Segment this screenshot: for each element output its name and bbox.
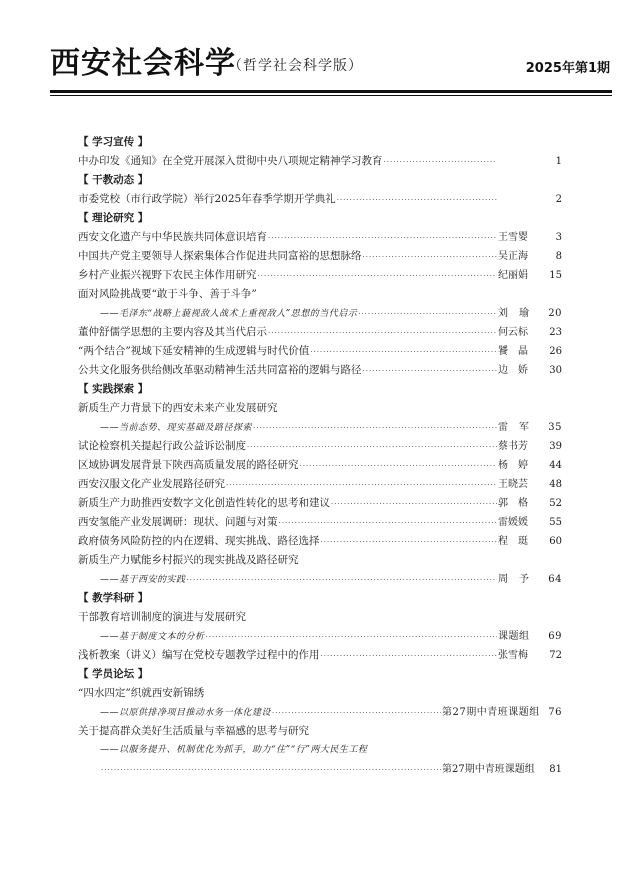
- page-number: 20: [548, 308, 562, 319]
- journal-title: 西安社会科学: [50, 46, 236, 81]
- section-heading: 【 干教动态 】: [78, 174, 149, 186]
- dot-leader: [226, 476, 497, 494]
- article-subtitle: ——基于制度文本的分析: [100, 632, 205, 642]
- toc-title-line: [78, 551, 562, 570]
- page-number: 3: [555, 232, 562, 243]
- article-author: 第27期中青班课题组: [442, 764, 535, 775]
- toc-title-line: [78, 684, 562, 703]
- dot-leader: [384, 153, 498, 171]
- toc-entry: [78, 532, 562, 551]
- dot-leader: [358, 305, 497, 323]
- dot-leader: [310, 343, 497, 361]
- toc-entry: [78, 418, 562, 437]
- page-number: 72: [549, 650, 562, 661]
- dot-leader: [279, 514, 498, 532]
- dot-leader: [272, 704, 441, 722]
- article-title: 面对风险挑战要“敢于斗争、善于斗争”: [78, 288, 257, 300]
- page-number: 55: [549, 517, 562, 528]
- toc-title-line: [78, 399, 562, 418]
- toc-entry: [78, 304, 562, 323]
- article-title: 市委党校（市行政学院）举行2025年春季学期开学典礼: [78, 193, 336, 205]
- article-title: 中办印发《通知》在全党开展深入贯彻中央八项规定精神学习教育: [78, 155, 383, 167]
- toc-entry: [78, 627, 562, 646]
- article-author: 杨 婷: [498, 460, 528, 471]
- page-number: 8: [555, 251, 562, 262]
- article-author: 第27期中青班课题组: [442, 707, 540, 718]
- article-subtitle: ——基于西安的实践: [100, 575, 186, 585]
- dot-leader: [247, 438, 497, 456]
- page-number: 26: [549, 346, 562, 357]
- dot-leader: [321, 533, 498, 551]
- dot-leader: [206, 628, 497, 646]
- article-title: “两个结合”视域下延安精神的生成逻辑与时代价值: [78, 345, 310, 357]
- article-title: 新质生产力助推西安数字文化创造性转化的思考和建议: [78, 497, 330, 509]
- issue-number: 2025年第1期: [525, 61, 610, 76]
- article-subtitle: ——以服务提升、机制优化为抓手，助力“住”“行”两大民生工程: [100, 745, 368, 755]
- toc-subtitle-line: [78, 741, 562, 760]
- toc-entry: [78, 437, 562, 456]
- dot-leader: [321, 647, 498, 665]
- article-title: 试论检察机关提起行政公益诉讼制度: [78, 440, 246, 452]
- article-author: 饕 晶: [498, 346, 528, 357]
- toc-entry: [78, 323, 562, 342]
- article-author: 雷 军: [498, 422, 530, 433]
- article-title: 新质生产力背景下的西安未来产业发展研究: [78, 402, 278, 414]
- page-number: 48: [549, 479, 562, 490]
- page-number: 44: [549, 460, 562, 471]
- article-title: 公共文化服务供给侧改革驱动精神生活共同富裕的逻辑与路径: [78, 364, 362, 376]
- toc-entry: [78, 570, 562, 589]
- toc-entry: [78, 266, 562, 285]
- toc-entry: [78, 361, 562, 380]
- toc-title-line: [78, 608, 562, 627]
- article-author: 周 予: [498, 574, 530, 585]
- toc-entry: [78, 456, 562, 475]
- page-number: 76: [548, 707, 562, 718]
- dot-leader: [363, 248, 498, 266]
- article-title: 关于提高群众美好生活质量与幸福感的思考与研究: [78, 725, 309, 737]
- page-number: 39: [549, 441, 562, 452]
- article-title: 西安氢能产业发展调研：现状、问题与对策: [78, 516, 278, 528]
- table-of-contents: [78, 133, 562, 779]
- toc-entry: [78, 760, 562, 779]
- page-number: 1: [555, 156, 562, 167]
- dot-leader: [300, 457, 498, 475]
- article-author: 边 娇: [498, 365, 528, 376]
- masthead: [50, 46, 612, 90]
- dot-leader: [258, 267, 498, 285]
- article-title: 乡村产业振兴视野下农民主体作用研究: [78, 269, 257, 281]
- article-title: 浅析教案（讲义）编写在党校专题教学过程中的作用: [78, 649, 320, 661]
- toc-entry: [78, 247, 562, 266]
- article-author: 王晓芸: [498, 479, 528, 490]
- header-rule-thick: [50, 90, 612, 93]
- section-heading: 【 学习宣传 】: [78, 136, 149, 148]
- article-author: 程 珽: [498, 536, 528, 547]
- page-number: 69: [548, 631, 562, 642]
- toc-title-line: [78, 285, 562, 304]
- toc-entry: [78, 703, 562, 722]
- dot-leader: [268, 229, 497, 247]
- article-title: 西安汉服文化产业发展路径研究: [78, 478, 225, 490]
- section-heading: 【 学员论坛 】: [78, 668, 149, 680]
- page-number: 30: [549, 365, 562, 376]
- dot-leader: [187, 571, 497, 589]
- section-heading: 【 实践探索 】: [78, 383, 149, 395]
- article-author: 纪丽娟: [498, 270, 528, 281]
- dot-leader: [337, 191, 497, 209]
- header-rule-thin: [50, 95, 612, 96]
- toc-entry: [78, 646, 562, 665]
- journal-subtitle: （哲学社会科学版）: [228, 58, 363, 74]
- toc-title-line: [78, 722, 562, 741]
- dot-leader: [253, 419, 497, 437]
- dot-leader: [268, 324, 497, 342]
- page-number: 81: [549, 764, 562, 775]
- toc-entry: [78, 190, 562, 209]
- page-number: 2: [555, 194, 562, 205]
- article-title: 西安文化遗产与中华民族共同体意识培育: [78, 231, 267, 243]
- page-number: 35: [548, 422, 562, 433]
- article-author: 张雪梅: [498, 650, 528, 661]
- article-author: 郭 格: [498, 498, 528, 509]
- article-author: 蔡书芳: [498, 441, 528, 452]
- toc-entry: [78, 342, 562, 361]
- article-author: 雷媛媛: [498, 517, 528, 528]
- article-subtitle: ——以原供排净项目推动水务一体化建设: [100, 708, 272, 718]
- page-number: 15: [549, 270, 562, 281]
- article-author: 刘 瑜: [498, 308, 530, 319]
- article-author: 何云标: [498, 327, 528, 338]
- article-title: 政府债务风险防控的内在逻辑、现实挑战、路径选择: [78, 535, 320, 547]
- article-title: 新质生产力赋能乡村振兴的现实挑战及路径研究: [78, 554, 299, 566]
- article-author: 吴正海: [498, 251, 528, 262]
- article-title: “四水四定”织就西安新锦绣: [78, 687, 205, 699]
- article-subtitle: ——当前态势、现实基础及路径探索: [100, 423, 253, 433]
- toc-entry: [78, 513, 562, 532]
- section-heading: 【 教学科研 】: [78, 592, 149, 604]
- page-number: 64: [548, 574, 562, 585]
- page-number: 60: [549, 536, 562, 547]
- dot-leader: [331, 495, 497, 513]
- page-number: 23: [549, 327, 562, 338]
- page-number: 52: [549, 498, 562, 509]
- article-subtitle: ——毛泽东“战略上藐视敌人战术上重视敌人”思想的当代启示: [100, 309, 358, 319]
- article-author: 王雪婴: [498, 232, 528, 243]
- toc-entry: [78, 475, 562, 494]
- dot-leader: [363, 362, 498, 380]
- section-heading: 【 理论研究 】: [78, 212, 149, 224]
- toc-entry: [78, 494, 562, 513]
- article-author: 课题组: [498, 631, 530, 642]
- dot-leader: [101, 761, 441, 779]
- toc-entry: [78, 152, 562, 171]
- article-title: 董仲舒儒学思想的主要内容及其当代启示: [78, 326, 267, 338]
- article-title: 区域协调发展背景下陕西高质量发展的路径研究: [78, 459, 299, 471]
- toc-entry: [78, 228, 562, 247]
- article-title: 干部教育培训制度的演进与发展研究: [78, 611, 246, 623]
- article-title: 中国共产党主要领导人探索集体合作促进共同富裕的思想脉络: [78, 250, 362, 262]
